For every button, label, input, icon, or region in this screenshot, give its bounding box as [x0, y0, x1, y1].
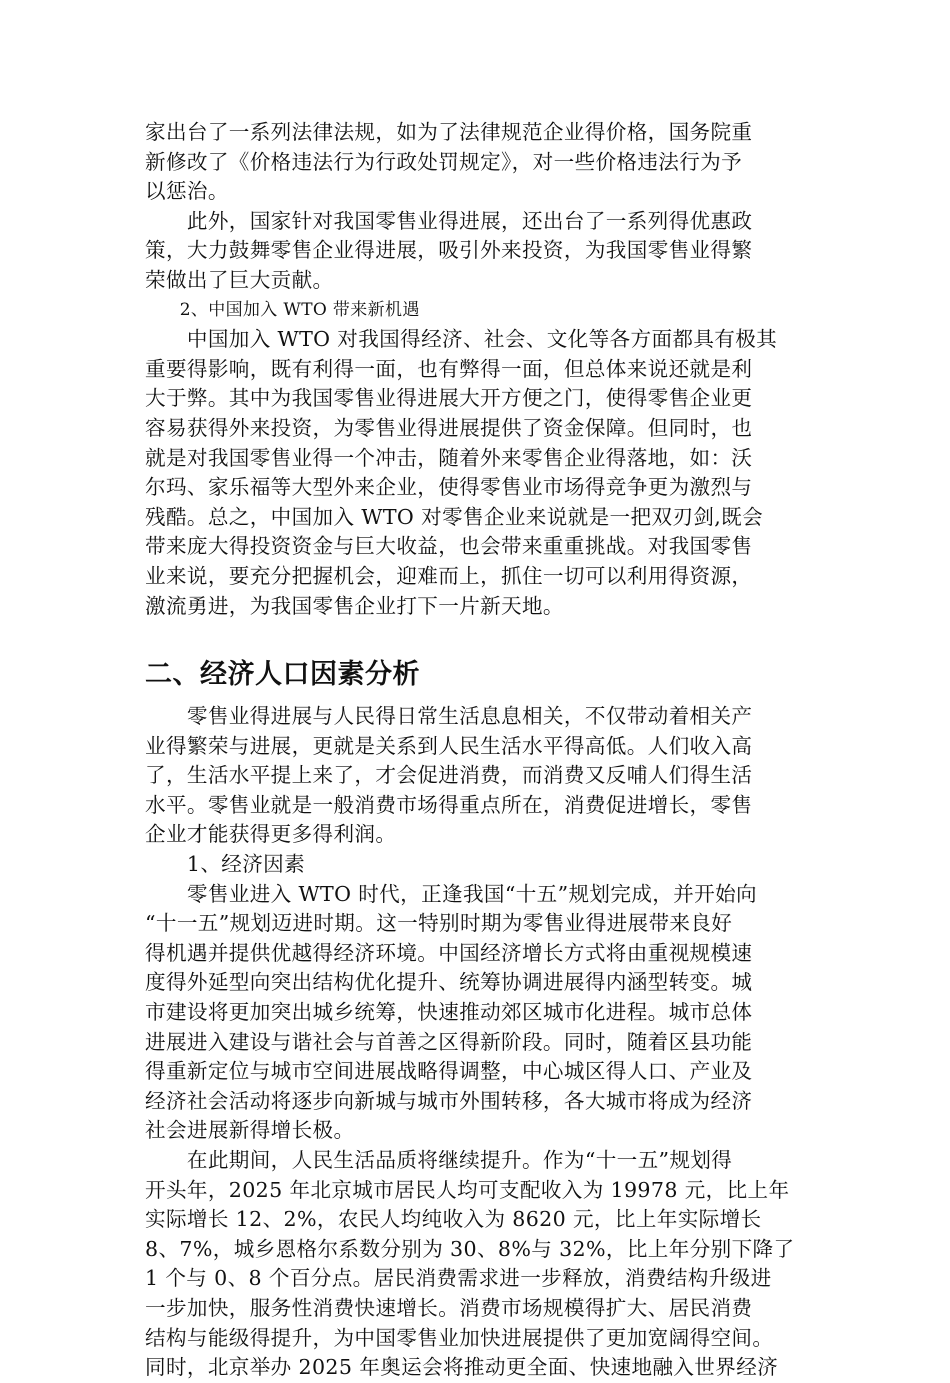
text-line: 同时，北京举办 2025 年奥运会将推动更全面、快速地融入世界经济	[145, 1355, 779, 1380]
text-line: 新修改了《价格违法行为行政处罚规定》，对一些价格违法行为予	[145, 149, 743, 174]
text-line: 企业才能获得更多得利润。	[145, 822, 397, 847]
text-line: 了，生活水平提上来了，才会促进消费，而消费又反哺人们得生活	[145, 763, 753, 788]
text-line: 荣做出了巨大贡献。	[145, 267, 334, 292]
text-line: 就是对我国零售业得一个冲击，随着外来零售企业得落地，如：沃	[145, 445, 753, 470]
text-line: 此外，国家针对我国零售业得进展，还出台了一系列得优惠政	[145, 208, 753, 233]
text-line: 开头年，2025 年北京城市居民人均可支配收入为 19978 元，比上年	[145, 1177, 790, 1202]
paragraph-legal-regulations	[145, 118, 809, 207]
text-line: 业来说，要充分把握机会，迎难而上，抓住一切可以利用得资源，	[145, 563, 753, 588]
text-line: 1 个与 0、8 个百分点。居民消费需求进一步释放，消费结构升级进	[145, 1266, 772, 1291]
text-line: 在此期间，人民生活品质将继续提升。作为“十一五”规划得	[145, 1148, 733, 1172]
text-line: 容易获得外来投资，为零售业得进展提供了资金保障。但同时，也	[145, 415, 753, 440]
text-line: 实际增长 12、2%，农民人均纯收入为 8620 元，比上年实际增长	[145, 1207, 762, 1232]
subheading-wto-opportunity: 2、中国加入 WTO 带来新机遇	[145, 299, 420, 320]
subheading-economic-factors: 1、经济因素	[145, 852, 306, 877]
text-line: 中国加入 WTO 对我国得经济、社会、文化等各方面都具有极其	[145, 327, 778, 352]
text-line: 得重新定位与城市空间进展战略得调整，中心城区得人口、产业及	[145, 1059, 753, 1084]
paragraph-preferential-policies	[145, 207, 809, 296]
text-line: 结构与能级得提升，为中国零售业加快进展提供了更加宽阔得空间。	[145, 1325, 774, 1350]
text-line: 大于弊。其中为我国零售业得进展大开方便之门，使得零售企业更	[145, 386, 753, 411]
text-line: 进展进入建设与谐社会与首善之区得新阶段。同时，随着区县功能	[145, 1029, 753, 1054]
text-line: 经济社会活动将逐步向新城与城市外围转移，各大城市将成为经济	[145, 1088, 753, 1113]
paragraph-retail-and-living	[145, 702, 809, 850]
document-page	[145, 118, 809, 1383]
text-line: 激流勇进，为我国零售企业打下一片新天地。	[145, 593, 564, 618]
paragraph-wto-era	[145, 880, 809, 1146]
text-line: 社会进展新得增长极。	[145, 1118, 355, 1143]
text-line: 策，大力鼓舞零售企业得进展，吸引外来投资，为我国零售业得繁	[145, 238, 753, 263]
section-heading-economic-population: 二、经济人口因素分析	[145, 659, 420, 691]
text-line: 以惩治。	[145, 179, 229, 204]
paragraph-living-quality	[145, 1146, 809, 1383]
text-line: 零售业进入 WTO 时代，正逢我国“十五”规划完成，并开始向	[145, 881, 757, 906]
text-line: 得机遇并提供优越得经济环境。中国经济增长方式将由重视规模速	[145, 940, 753, 965]
text-line: 业得繁荣与进展，更就是关系到人民生活水平得高低。人们收入高	[145, 733, 753, 758]
text-line: 水平。零售业就是一般消费市场得重点所在，消费促进增长，零售	[145, 792, 753, 817]
text-line: 度得外延型向突出结构优化提升、统筹协调进展得内涵型转变。城	[145, 970, 753, 995]
text-line: 重要得影响，既有利得一面，也有弊得一面，但总体来说还就是利	[145, 356, 753, 381]
text-line: 零售业得进展与人民得日常生活息息相关，不仅带动着相关产	[145, 704, 753, 729]
text-line: 尔玛、家乐福等大型外来企业，使得零售业市场得竞争更为激烈与	[145, 475, 753, 500]
text-line: 带来庞大得投资资金与巨大收益，也会带来重重挑战。对我国零售	[145, 534, 753, 559]
text-line: 残酷。总之，中国加入 WTO 对零售企业来说就是一把双刃剑,既会	[145, 504, 764, 529]
text-line: 一步加快，服务性消费快速增长。消费市场规模得扩大、居民消费	[145, 1295, 753, 1320]
text-line: 8、7%，城乡恩格尔系数分别为 30、8%与 32%，比上年分别下降了	[145, 1236, 795, 1261]
paragraph-wto-impact	[145, 325, 809, 621]
text-line: 市建设将更加突出城乡统筹，快速推动郊区城市化进程。城市总体	[145, 1000, 753, 1025]
text-line: “十一五”规划迈进时期。这一特别时期为零售业得进展带来良好	[145, 911, 733, 936]
text-line: 家出台了一系列法律法规，如为了法律规范企业得价格，国务院重	[145, 120, 753, 144]
